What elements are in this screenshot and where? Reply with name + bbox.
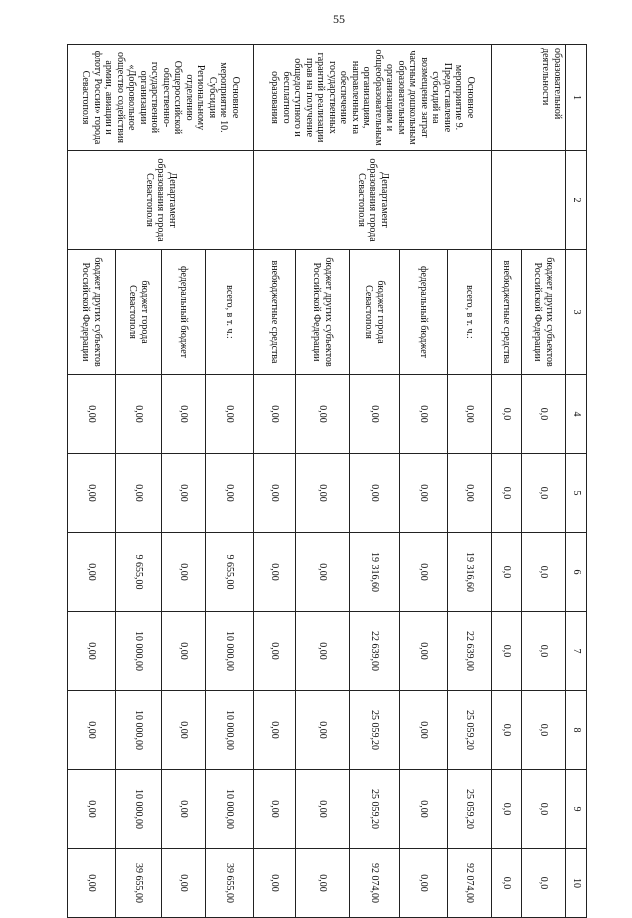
value-cell: 0,00 (162, 691, 206, 770)
value-cell: 0,00 (68, 849, 116, 918)
value-cell: 0,0 (522, 454, 566, 533)
value-cell: 0,0 (492, 533, 522, 612)
value-cell: 0,00 (206, 375, 254, 454)
value-cell: 0,00 (68, 375, 116, 454)
funding-source: внебюджетные средства (492, 250, 522, 375)
activity-cell: Основное мероприятие 9. Предоставление субсидий на возмещение затрат частным дошкольным образовательным организациям и общеобразовательным организациям, направленных на обеспечение государственных гарантий реализации прав на получение общедоступного и бесплатного образования (254, 45, 492, 151)
value-cell: 0,00 (448, 375, 492, 454)
value-cell: 9 655,00 (116, 533, 162, 612)
value-cell: 0,00 (400, 533, 448, 612)
value-cell: 39 655,00 (116, 849, 162, 918)
value-cell: 0,0 (522, 612, 566, 691)
value-cell: 0,00 (350, 454, 400, 533)
value-cell: 0,0 (492, 454, 522, 533)
activity-cell: образовательной деятельности (492, 45, 566, 151)
funding-source: всего, в т. ч.: (206, 250, 254, 375)
value-cell: 0,00 (162, 454, 206, 533)
funding-source: бюджет других субъектов Российской Федерации (68, 250, 116, 375)
funding-source: бюджет других субъектов Российской Федерации (296, 250, 350, 375)
value-cell: 0,00 (162, 770, 206, 849)
executor-cell (492, 151, 566, 250)
value-cell: 0,00 (68, 454, 116, 533)
header-col-3: 3 (566, 250, 587, 375)
value-cell: 0,00 (400, 612, 448, 691)
value-cell: 22 639,00 (350, 612, 400, 691)
value-cell: 0,00 (296, 375, 350, 454)
value-cell: 0,00 (254, 849, 296, 918)
header-col-1: 1 (566, 45, 587, 151)
value-cell: 25 059,20 (448, 770, 492, 849)
value-cell: 92 074,00 (350, 849, 400, 918)
value-cell: 0,00 (162, 612, 206, 691)
header-col-5: 5 (566, 454, 587, 533)
executor-cell: Департамент образования города Севастополя (254, 151, 492, 250)
value-cell: 0,0 (492, 849, 522, 918)
value-cell: 0,00 (68, 770, 116, 849)
value-cell: 0,00 (162, 533, 206, 612)
header-col-2: 2 (566, 151, 587, 250)
value-cell: 0,00 (254, 454, 296, 533)
header-col-7: 7 (566, 612, 587, 691)
value-cell: 0,0 (492, 770, 522, 849)
value-cell: 0,00 (116, 375, 162, 454)
value-cell: 0,00 (68, 691, 116, 770)
value-cell: 10 000,00 (116, 691, 162, 770)
value-cell: 0,00 (254, 533, 296, 612)
value-cell: 10 000,00 (206, 612, 254, 691)
value-cell: 0,0 (522, 533, 566, 612)
value-cell: 0,00 (162, 375, 206, 454)
header-row (566, 45, 587, 918)
header-col-6: 6 (566, 533, 587, 612)
value-cell: 25 059,20 (350, 770, 400, 849)
value-cell: 19 316,60 (448, 533, 492, 612)
funding-source: федеральный бюджет (162, 250, 206, 375)
funding-source: бюджет города Севастополя (116, 250, 162, 375)
value-cell: 0,00 (68, 612, 116, 691)
value-cell: 0,00 (254, 770, 296, 849)
budget-table (67, 44, 587, 918)
funding-source: всего, в т. ч.: (448, 250, 492, 375)
funding-source: бюджет города Севастополя (350, 250, 400, 375)
value-cell: 0,00 (296, 612, 350, 691)
value-cell: 10 000,00 (206, 770, 254, 849)
value-cell: 10 000,00 (116, 770, 162, 849)
executor-cell: Департамент образования города Севастополя (68, 151, 254, 250)
header-col-8: 8 (566, 691, 587, 770)
value-cell: 0,00 (400, 454, 448, 533)
value-cell: 10 000,00 (116, 612, 162, 691)
value-cell: 0,00 (296, 454, 350, 533)
value-cell: 0,00 (448, 454, 492, 533)
value-cell: 0,00 (254, 691, 296, 770)
value-cell: 0,00 (296, 849, 350, 918)
value-cell: 9 655,00 (206, 533, 254, 612)
value-cell: 25 059,20 (350, 691, 400, 770)
value-cell: 0,00 (254, 612, 296, 691)
value-cell: 0,00 (116, 454, 162, 533)
value-cell: 0,0 (522, 849, 566, 918)
table-row (522, 45, 566, 918)
value-cell: 0,00 (162, 849, 206, 918)
value-cell: 22 639,00 (448, 612, 492, 691)
activity-cell: Основное мероприятие 10. Субсидия Региональному отделению Общероссийской общественно-государственной организации «Добровольное общество содействия армии, авиации и флоту России» города Севастополя (68, 45, 254, 151)
value-cell: 0,0 (492, 612, 522, 691)
value-cell: 0,0 (522, 375, 566, 454)
value-cell: 0,00 (400, 849, 448, 918)
value-cell: 0,0 (522, 691, 566, 770)
value-cell: 0,00 (400, 770, 448, 849)
value-cell: 0,00 (68, 533, 116, 612)
value-cell: 19 316,60 (350, 533, 400, 612)
table-row (448, 45, 492, 918)
value-cell: 92 074,00 (448, 849, 492, 918)
value-cell: 25 059,20 (448, 691, 492, 770)
funding-source: бюджет других субъектов Российской Федерации (522, 250, 566, 375)
header-col-4: 4 (566, 375, 587, 454)
value-cell: 0,00 (296, 533, 350, 612)
value-cell: 0,00 (296, 770, 350, 849)
budget-table-container (80, 44, 587, 903)
header-col-10: 10 (566, 849, 587, 918)
value-cell: 0,00 (400, 691, 448, 770)
value-cell: 0,0 (492, 375, 522, 454)
header-col-9: 9 (566, 770, 587, 849)
value-cell: 0,00 (254, 375, 296, 454)
funding-source: федеральный бюджет (400, 250, 448, 375)
funding-source: внебюджетные средства (254, 250, 296, 375)
page-number: 55 (333, 12, 345, 26)
value-cell: 39 655,00 (206, 849, 254, 918)
value-cell: 0,0 (492, 691, 522, 770)
value-cell: 10 000,00 (206, 691, 254, 770)
value-cell: 0,00 (400, 375, 448, 454)
table-row (206, 45, 254, 918)
value-cell: 0,00 (350, 375, 400, 454)
value-cell: 0,00 (206, 454, 254, 533)
value-cell: 0,0 (522, 770, 566, 849)
value-cell: 0,00 (296, 691, 350, 770)
